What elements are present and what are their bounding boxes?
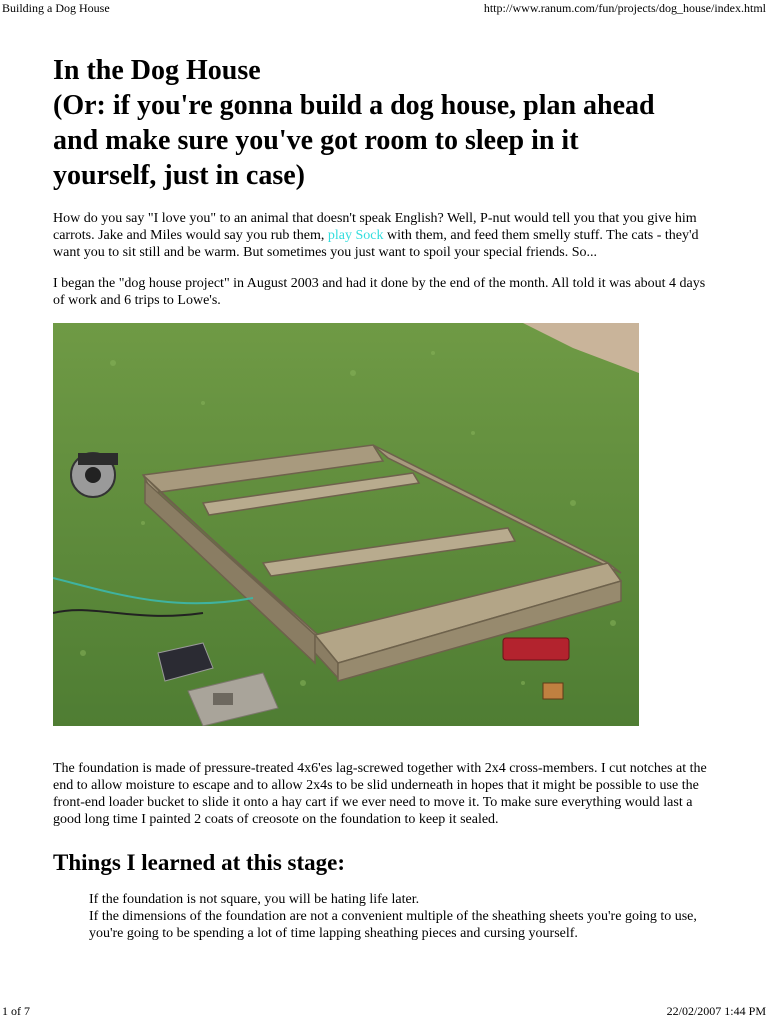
- play-sock-link[interactable]: play Sock: [327, 228, 384, 243]
- intro-text-start: How do you say "I love you" to an animal that doesn't speak English? Well, P-nut would tell you that you give him carrots. Jake and Miles would say you rub them,: [53, 211, 697, 243]
- foundation-photo: [53, 323, 639, 726]
- title-line: (Or: if you're gonna build a dog house, plan ahead: [53, 90, 655, 121]
- print-page-title: Building a Dog House: [2, 1, 110, 15]
- print-timestamp: 22/02/2007 1:44 PM: [666, 1004, 766, 1018]
- print-footer: [2, 1004, 766, 1018]
- list-item: If the dimensions of the foundation are not a convenient multiple of the sheathing sheets you're going to use, you're going to be spending a lot of time lapping sheathing pieces and cursing yourself.: [89, 909, 697, 941]
- title-line: yourself, just in case): [53, 160, 305, 191]
- print-header: [2, 1, 766, 15]
- foundation-paragraph: The foundation is made of pressure-treated 4x6'es lag-screwed together with 2x4 cross-members. I cut notches at the end to allow moisture to escape and to allow 2x4s to be slid underneath in hopes that it might be possible to use the front-end loader bucket to slide it onto a hay cart if we ever need to move it. To make sure everything would last a good long time I painted 2 coats of creosote on the foundation to keep it sealed.: [53, 761, 707, 827]
- intro-text-end: with them, and feed them smelly stuff. The cats - they'd want you to sit still and be warm. But sometimes you just want to spoil your special friends. So...: [53, 228, 699, 260]
- list-item: If the foundation is not square, you will be hating life later.: [89, 892, 420, 907]
- page-count: 1 of 7: [2, 1004, 30, 1018]
- title-line: and make sure you've got room to sleep in it: [53, 125, 579, 156]
- tips-list: [53, 891, 718, 942]
- print-url: http://www.ranum.com/fun/projects/dog_house/index.html: [483, 1, 766, 15]
- page-title: [53, 53, 718, 193]
- title-line: In the Dog House: [53, 55, 261, 86]
- intro-paragraph: [53, 210, 718, 261]
- learned-heading: Things I learned at this stage:: [53, 850, 345, 875]
- project-start-paragraph: I began the "dog house project" in August 2003 and had it done by the end of the month. All told it was about 4 days of work and 6 trips to Lowe's.: [53, 276, 706, 308]
- article: [53, 53, 718, 942]
